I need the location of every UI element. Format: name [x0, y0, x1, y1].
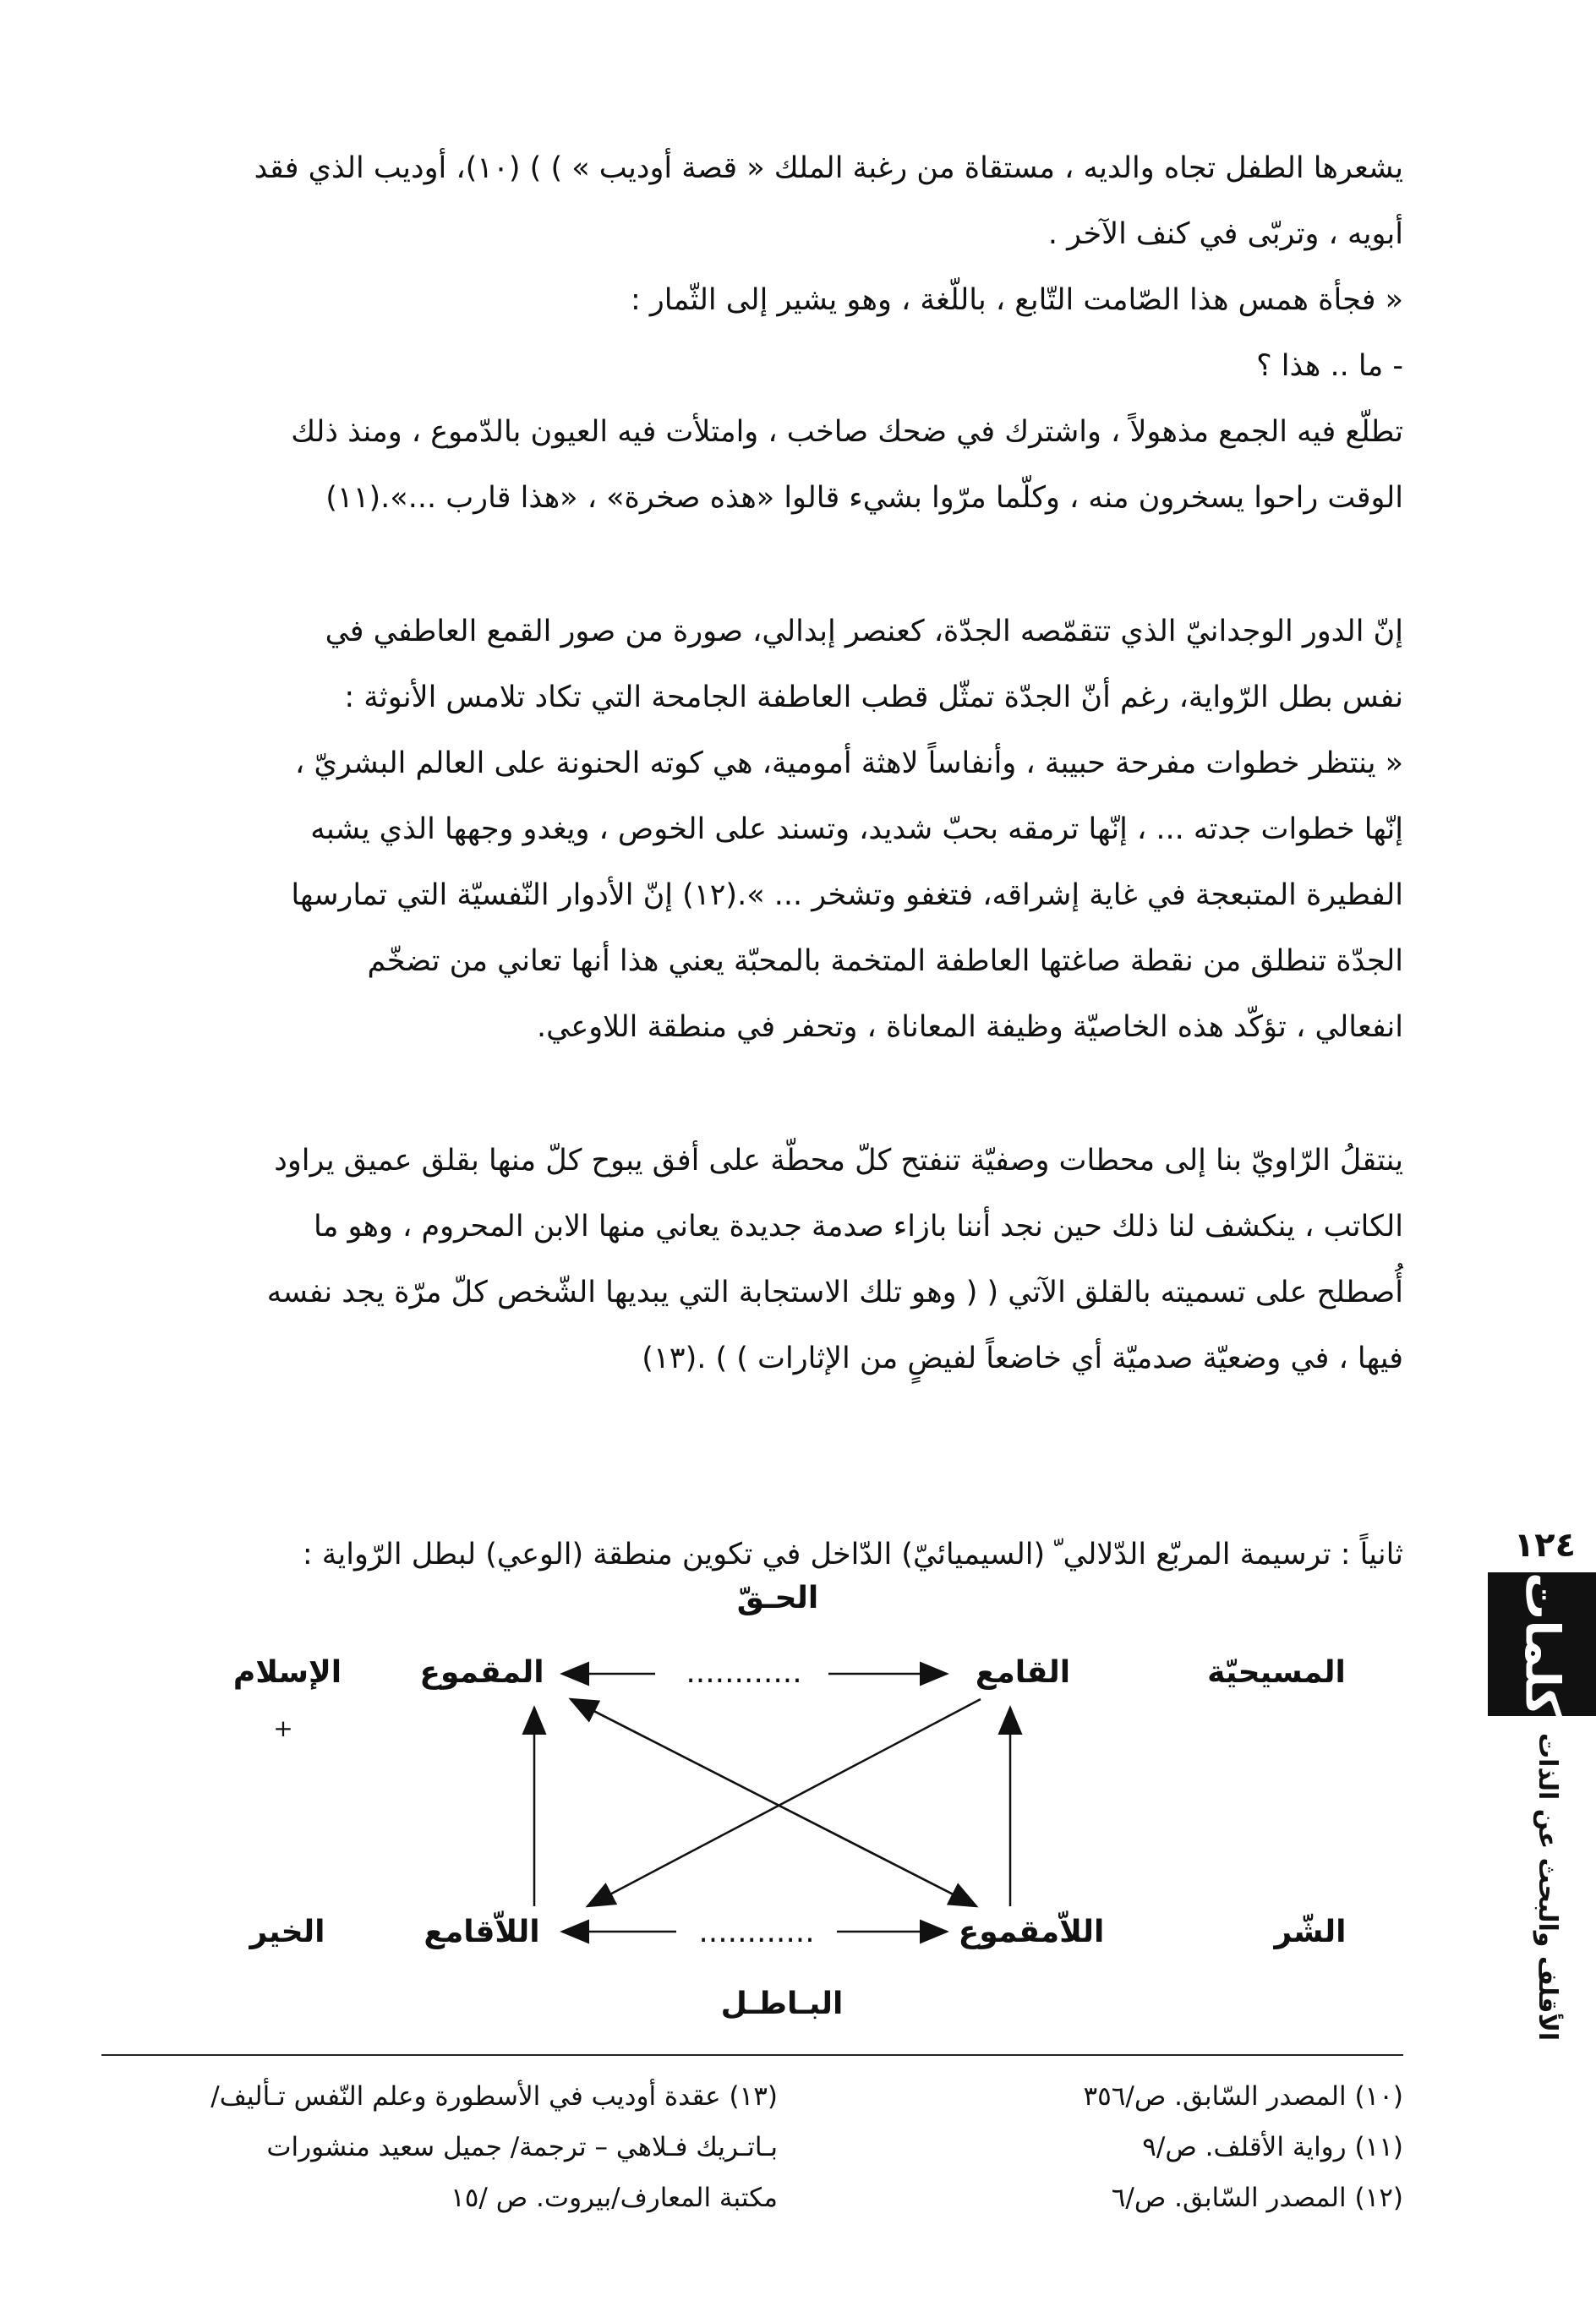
text-line: الجدّة تنطلق من نقطة صاغتها العاطفة المتخمة بالمحبّة يعني هذا أنها تعاني من تضخّم — [367, 944, 1403, 978]
text-line: أبويه ، وتربّى في كنف الآخر . — [1047, 217, 1403, 251]
label-outer-top-left: الإسلام — [232, 1655, 342, 1690]
plus-sign: + — [273, 1714, 293, 1742]
footnote-11: (١١) رواية الأقلف. ص/٩ — [1142, 2132, 1403, 2162]
diagram-heading — [101, 1522, 1403, 1588]
label-top-right: القامع — [975, 1655, 1071, 1690]
brand-logo — [1488, 1572, 1596, 1716]
text-line: انفعالي ، تؤكّد هذه الخاصيّة وظيفة المعاناة ، وتحفر في منطقة اللاوعي. — [537, 1010, 1403, 1044]
text-line: أُصطلح على تسميته بالقلق الآتي ( ( وهو تلك الاستجابة التي يبديها الشّخص كلّ مرّة يجد نفسه — [266, 1276, 1403, 1309]
footnote-10: (١٠) المصدر السّابق. ص/٣٥٦ — [1083, 2081, 1403, 2112]
text-line: الكاتب ، ينكشف لنا ذلك حين نجد أننا بازاء صدمة جديدة يعاني منها الابن المحروم ، وهو ما — [313, 1210, 1403, 1243]
running-title: الأقلف والبحث عن الذات — [1533, 1733, 1562, 2042]
label-outer-top-right: المسيحيّة — [1207, 1655, 1346, 1690]
paragraph-1 — [101, 135, 1403, 531]
label-bottom-left: اللاّقامع — [424, 1915, 540, 1949]
label-bottom-right: اللاّمقموع — [958, 1915, 1105, 1949]
label-outer-bottom-right: الشّر — [1274, 1915, 1347, 1949]
page-number: ١٢٤ — [1513, 1526, 1576, 1565]
text-line: الفطيرة المتبعجة في غاية إشراقه، فتغفو وتشخر ... ».(١٢) إنّ الأدوار النّفسيّة التي تمارسها — [291, 878, 1403, 912]
label-bottom: البـاطـل — [720, 1987, 844, 2021]
text-line: إنّها خطوات جدته ... ، إنّها ترمقه بحبّ شديد، وتسند على الخوص ، ويغدو وجهها الذي يشبه — [310, 812, 1403, 846]
paragraph-2 — [101, 599, 1403, 1060]
footnote-13-line: (١٣) عقدة أوديب في الأسطورة وعلم النّفس تـأليف/ — [210, 2081, 778, 2112]
text-line: ينتقلُ الرّاويّ بنا إلى محطات وصفيّة تنفتح كلّ محطّة على أفق يبوح كلّ منها بقلق عميق يراود — [274, 1144, 1403, 1178]
footnote-divider — [101, 2054, 1403, 2056]
label-outer-bottom-left: الخير — [249, 1915, 325, 1949]
text-line: - ما .. هذا ؟ — [1256, 349, 1403, 383]
text-line: إنّ الدور الوجدانيّ الذي تتقمّصه الجدّة، كعنصر إبدالي، صورة من صور القمع العاطفي في — [325, 615, 1403, 648]
text-line: تطلّع فيه الجمع مذهولاً ، واشترك في ضحك صاخب ، وامتلأت فيه العيون بالدّموع ، ومنذ ذلك — [291, 415, 1403, 449]
footnote-13-line: مكتبة المعارف/بيروت. ص /١٥ — [451, 2183, 778, 2213]
text-line: يشعرها الطفل تجاه والديه ، مستقاة من رغبة الملك « قصة أوديب » ) ) (١٠)، أوديب الذي فقد — [254, 151, 1403, 185]
body-text — [101, 135, 1403, 1391]
brand-text: كلمات — [1514, 1571, 1570, 1717]
text-line: الوقت راحوا يسخرون منه ، وكلّما مرّوا بشيء قالوا «هذه صخرة» ، «هذا قارب ...».(١١) — [325, 481, 1403, 515]
label-top: الحـقّ — [736, 1581, 819, 1615]
diagram-heading-text: ثانياً : ترسيمة المربّع الدّلالي ّ (السيميائيّ) الدّاخل في تكوين منطقة (الوعي) لبطل الرّواية : — [302, 1538, 1403, 1571]
text-line: فيها ، في وضعيّة صدميّة أي خاضعاً لفيضٍ من الإثارات ) ) .(١٣) — [642, 1342, 1403, 1375]
semiotic-square-diagram — [101, 1581, 1403, 2113]
dots-top: ............ — [686, 1655, 802, 1690]
footnote-12: (١٢) المصدر السّابق. ص/٦ — [1111, 2183, 1403, 2213]
text-line: « ينتظر خطوات مفرحة حبيبة ، وأنفاساً لاهثة أمومية، هي كوته الحنونة على العالم البشريّ ، — [295, 746, 1403, 780]
footnote-13-line: بـاتـريك فـلاهي – ترجمة/ جميل سعيد منشورات — [266, 2132, 778, 2162]
text-line: نفس بطل الرّواية، رغم أنّ الجدّة تمثّل قطب العاطفة الجامحة التي تكاد تلامس الأنوثة : — [344, 681, 1403, 714]
dots-bottom: ............ — [698, 1915, 815, 1949]
footnotes-right-column — [879, 2071, 1403, 2223]
paragraph-3 — [101, 1128, 1403, 1391]
label-top-left: المقموع — [419, 1655, 544, 1690]
footnotes-left-column — [101, 2071, 778, 2223]
text-line: « فجأة همس هذا الصّامت التّابع ، باللّغة ، وهو يشير إلى الثّمار : — [630, 283, 1403, 317]
